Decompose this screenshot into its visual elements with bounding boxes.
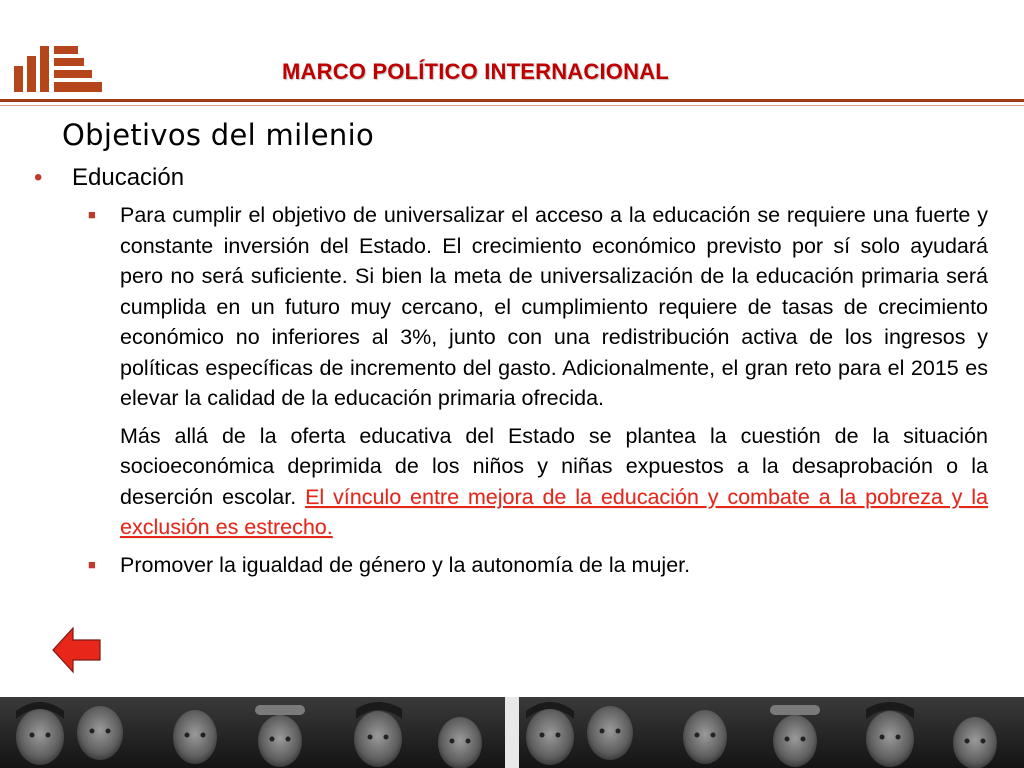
header-divider-thin [0, 105, 1024, 106]
header-divider [0, 99, 1024, 102]
children-photo-strip [0, 697, 1024, 768]
education-poverty-link[interactable]: El vínculo entre mejora de la educación y combate a la pobreza y la exclusión es estrecho. [120, 484, 988, 539]
header-title: MARCO POLÍTICO INTERNACIONAL [282, 59, 669, 84]
slide-body [88, 200, 988, 580]
back-arrow-button[interactable] [51, 624, 103, 676]
list-item-text: Promover la igualdad de género y la autonomía de la mujer. [120, 552, 691, 577]
square-bullet-icon: ■ [88, 207, 96, 222]
slide-title: Objetivos del milenio [62, 118, 375, 152]
square-bullet-icon: ■ [88, 556, 96, 572]
list-item [88, 200, 988, 414]
section-label: Educación [72, 164, 185, 191]
section-heading [34, 164, 184, 192]
left-arrow-icon [51, 624, 103, 676]
bullet-icon: • [34, 164, 43, 191]
brand-logo-icon [14, 44, 104, 94]
list-item-text: Para cumplir el objetivo de universalizar el acceso a la educación se requiere una fuerte y constante inversión del Estado. El crecimiento económico previsto por sí solo ayudará pero no será suficiente. Si bien la meta de universalización de la educación primaria será cumplida en un futuro muy cercano, el cumplimiento requiere de tasas de crecimiento económico no inferiores al 3%, junto con una redistribución activa de los ingresos y políticas específicas de incremento del gasto. Adicionalmente, el gran reto para el 2015 es elevar la calidad de la educación primaria ofrecida. [120, 203, 988, 410]
continuation-paragraph [120, 421, 988, 543]
list-item [88, 550, 988, 581]
continuation-text: Más allá de la oferta educativa del Estado se plantea la cuestión de la situación socioeconómica deprimida de los niños y niñas expuestos a la desaprobación o la deserción escolar. [120, 423, 988, 509]
